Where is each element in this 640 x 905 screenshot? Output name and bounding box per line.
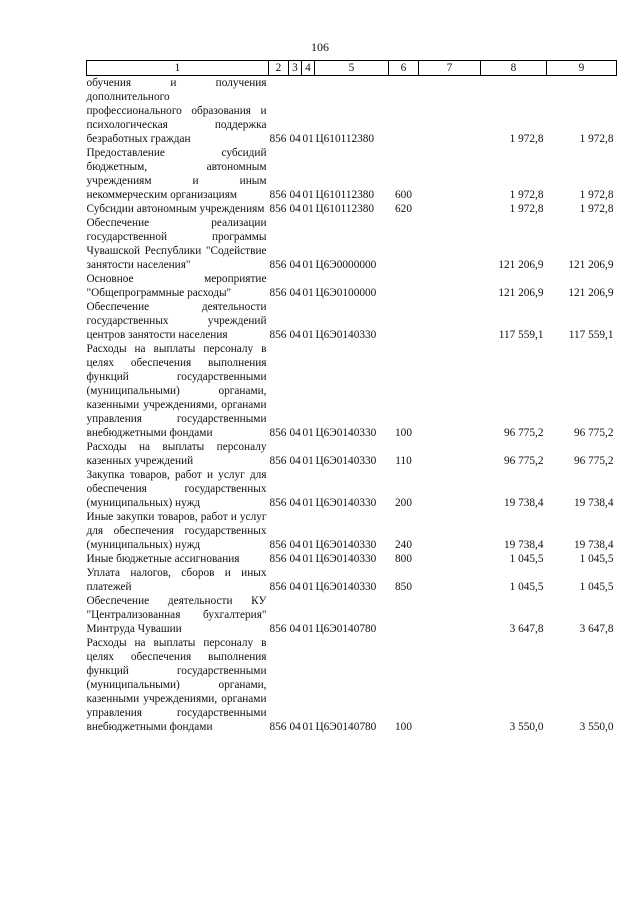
table-row <box>87 566 617 594</box>
table-row <box>87 468 617 510</box>
table-row <box>87 440 617 468</box>
row-pr-cell: 01 <box>302 189 314 201</box>
row-col9-cell: 117 559,1 <box>568 329 614 341</box>
row-rz-cell: 04 <box>289 427 301 439</box>
row-gr-cell: 856 <box>269 623 287 635</box>
row-pr-cell: 01 <box>302 623 314 635</box>
row-col8-cell: 1 045,5 <box>509 553 544 565</box>
row-name-cell: Расходы на выплаты персоналу в целях обеспечения выполнения функций государственными (муниципальными) органами, казенными учреждениями, органами управления государственными внебюджетными фондами <box>86 637 267 733</box>
row-col9-cell: 1 972,8 <box>579 203 614 215</box>
row-csr-cell: Ц6Э0140330 <box>315 553 377 565</box>
row-csr-cell: Ц6Э0140330 <box>315 455 377 467</box>
row-col9-cell: 1 972,8 <box>579 133 614 145</box>
row-gr-cell: 856 <box>269 133 287 145</box>
row-pr-cell: 01 <box>302 721 314 733</box>
row-col9-cell: 3 550,0 <box>579 721 614 733</box>
table-row <box>87 594 617 636</box>
row-col9-cell: 121 206,9 <box>568 287 614 299</box>
row-col9-cell: 19 738,4 <box>573 539 614 551</box>
header-cell: 2 <box>269 61 289 76</box>
row-col9-cell: 3 647,8 <box>579 623 614 635</box>
row-gr-cell: 856 <box>269 427 287 439</box>
row-pr-cell: 01 <box>302 455 314 467</box>
table-row <box>87 76 617 147</box>
row-col7-cell <box>419 202 481 216</box>
row-csr-cell: Ц6Э0140330 <box>315 427 377 439</box>
row-vr-cell: 240 <box>395 539 412 551</box>
row-col8-cell: 96 775,2 <box>503 427 544 439</box>
row-rz-cell: 04 <box>289 259 301 271</box>
row-col8-cell: 121 206,9 <box>498 259 544 271</box>
row-vr-cell: 200 <box>395 497 412 509</box>
row-name-cell: Предоставление субсидий бюджетным, автономным учреждениям и иным некоммерческим организациям <box>86 147 267 201</box>
row-name-cell: Субсидии автономным учреждениям <box>86 203 265 215</box>
row-gr-cell: 856 <box>269 203 287 215</box>
row-csr-cell: Ц6Э0140780 <box>315 623 377 635</box>
row-rz-cell: 04 <box>289 581 301 593</box>
row-name-cell: Обеспечение реализации государственной программы Чувашской Республики "Содействие занятости населения" <box>86 217 267 271</box>
row-csr-cell: Ц6Э0140330 <box>315 329 377 341</box>
row-csr-cell: Ц610112380 <box>315 133 375 145</box>
row-name-cell: Обеспечение деятельности государственных учреждений центров занятости населения <box>86 301 267 341</box>
row-name-cell: Иные закупки товаров, работ и услуг для обеспечения государственных (муниципальных) нужд <box>86 511 267 551</box>
row-col7-cell <box>419 342 481 440</box>
table-row <box>87 272 617 300</box>
row-col9-cell: 19 738,4 <box>573 497 614 509</box>
row-pr-cell: 01 <box>302 133 314 145</box>
header-cell: 7 <box>419 61 481 76</box>
row-col8-cell: 1 972,8 <box>509 203 544 215</box>
row-rz-cell: 04 <box>289 455 301 467</box>
row-name-cell: Иные бюджетные ассигнования <box>86 553 240 565</box>
header-cell: 3 <box>289 61 302 76</box>
row-gr-cell: 856 <box>269 553 287 565</box>
table-row <box>87 510 617 552</box>
row-col7-cell <box>419 76 481 147</box>
budget-table <box>86 60 617 734</box>
header-cell: 9 <box>547 61 617 76</box>
row-col7-cell <box>419 566 481 594</box>
row-csr-cell: Ц6Э0140330 <box>315 581 377 593</box>
row-name-cell: обучения и получения дополнительного профессионального образования и психологическая поддержка безработных граждан <box>86 77 267 145</box>
row-csr-cell: Ц610112380 <box>315 203 375 215</box>
row-csr-cell: Ц6Э0140330 <box>315 539 377 551</box>
row-col8-cell: 3 647,8 <box>509 623 544 635</box>
row-rz-cell: 04 <box>289 133 301 145</box>
row-csr-cell: Ц6Э0000000 <box>315 259 377 271</box>
row-rz-cell: 04 <box>289 497 301 509</box>
row-name-cell: Уплата налогов, сборов и иных платежей <box>86 567 267 593</box>
row-gr-cell: 856 <box>269 581 287 593</box>
row-vr-cell: 100 <box>395 427 412 439</box>
table-body <box>87 76 617 735</box>
row-pr-cell: 01 <box>302 329 314 341</box>
header-cell: 4 <box>302 61 315 76</box>
header-cell: 6 <box>389 61 419 76</box>
table-row <box>87 216 617 272</box>
row-col8-cell: 1 972,8 <box>509 189 544 201</box>
row-vr-cell <box>389 76 419 147</box>
row-name-cell: Расходы на выплаты персоналу казенных учреждений <box>86 441 267 467</box>
table-row <box>87 202 617 216</box>
row-col9-cell: 96 775,2 <box>573 427 614 439</box>
row-col7-cell <box>419 594 481 636</box>
row-gr-cell: 856 <box>269 539 287 551</box>
row-rz-cell: 04 <box>289 189 301 201</box>
row-col9-cell: 1 972,8 <box>579 189 614 201</box>
row-col7-cell <box>419 272 481 300</box>
row-col9-cell: 1 045,5 <box>579 581 614 593</box>
page-number: 106 <box>311 40 329 54</box>
row-vr-cell <box>389 216 419 272</box>
row-vr-cell <box>389 594 419 636</box>
row-col8-cell: 19 738,4 <box>503 539 544 551</box>
row-gr-cell: 856 <box>269 455 287 467</box>
table-row <box>87 146 617 202</box>
row-pr-cell: 01 <box>302 427 314 439</box>
table-row <box>87 300 617 342</box>
row-pr-cell: 01 <box>302 581 314 593</box>
row-pr-cell: 01 <box>302 497 314 509</box>
row-col8-cell: 96 775,2 <box>503 455 544 467</box>
row-col8-cell: 117 559,1 <box>498 329 544 341</box>
row-gr-cell: 856 <box>269 287 287 299</box>
row-col7-cell <box>419 216 481 272</box>
row-vr-cell: 800 <box>395 553 412 565</box>
row-vr-cell: 600 <box>395 189 412 201</box>
row-col7-cell <box>419 552 481 566</box>
row-col9-cell: 121 206,9 <box>568 259 614 271</box>
row-vr-cell: 100 <box>395 721 412 733</box>
row-col7-cell <box>419 300 481 342</box>
row-col7-cell <box>419 146 481 202</box>
header-cell: 1 <box>87 61 269 76</box>
table-row <box>87 636 617 734</box>
row-col9-cell: 96 775,2 <box>573 455 614 467</box>
row-col8-cell: 1 972,8 <box>509 133 544 145</box>
row-rz-cell: 04 <box>289 539 301 551</box>
row-col7-cell <box>419 510 481 552</box>
row-col9-cell: 1 045,5 <box>579 553 614 565</box>
table-row <box>87 342 617 440</box>
row-csr-cell: Ц6Э0140330 <box>315 497 377 509</box>
row-rz-cell: 04 <box>289 203 301 215</box>
row-col7-cell <box>419 636 481 734</box>
row-csr-cell: Ц610112380 <box>315 189 375 201</box>
row-csr-cell: Ц6Э0140780 <box>315 721 377 733</box>
row-pr-cell: 01 <box>302 203 314 215</box>
row-gr-cell: 856 <box>269 329 287 341</box>
row-rz-cell: 04 <box>289 329 301 341</box>
header-cell: 8 <box>481 61 547 76</box>
row-col8-cell: 1 045,5 <box>509 581 544 593</box>
row-pr-cell: 01 <box>302 553 314 565</box>
row-vr-cell: 110 <box>395 455 412 467</box>
row-vr-cell <box>389 272 419 300</box>
row-rz-cell: 04 <box>289 287 301 299</box>
row-vr-cell: 620 <box>395 203 412 215</box>
row-name-cell: Расходы на выплаты персоналу в целях обеспечения выполнения функций государственными (муниципальными) органами, казенными учреждениями, органами управления государственными внебюджетными фондами <box>86 343 267 439</box>
row-rz-cell: 04 <box>289 721 301 733</box>
header-cell: 5 <box>315 61 389 76</box>
row-rz-cell: 04 <box>289 553 301 565</box>
row-name-cell: Обеспечение деятельности КУ "Централизованная бухгалтерия" Минтруда Чувашии <box>86 595 267 635</box>
row-gr-cell: 856 <box>269 497 287 509</box>
row-vr-cell <box>389 300 419 342</box>
row-csr-cell: Ц6Э0100000 <box>315 287 377 299</box>
table-row <box>87 552 617 566</box>
row-name-cell: Основное мероприятие "Общепрограммные расходы" <box>86 273 267 299</box>
row-gr-cell: 856 <box>269 259 287 271</box>
row-vr-cell: 850 <box>395 581 412 593</box>
row-col7-cell <box>419 468 481 510</box>
row-name-cell: Закупка товаров, работ и услуг для обеспечения государственных (муниципальных) нужд <box>86 469 267 509</box>
row-col8-cell: 3 550,0 <box>509 721 544 733</box>
row-pr-cell: 01 <box>302 287 314 299</box>
row-pr-cell: 01 <box>302 539 314 551</box>
row-gr-cell: 856 <box>269 189 287 201</box>
row-col7-cell <box>419 440 481 468</box>
row-rz-cell: 04 <box>289 623 301 635</box>
row-pr-cell: 01 <box>302 259 314 271</box>
table-header <box>87 61 617 76</box>
row-col8-cell: 121 206,9 <box>498 287 544 299</box>
row-col8-cell: 19 738,4 <box>503 497 544 509</box>
row-gr-cell: 856 <box>269 721 287 733</box>
